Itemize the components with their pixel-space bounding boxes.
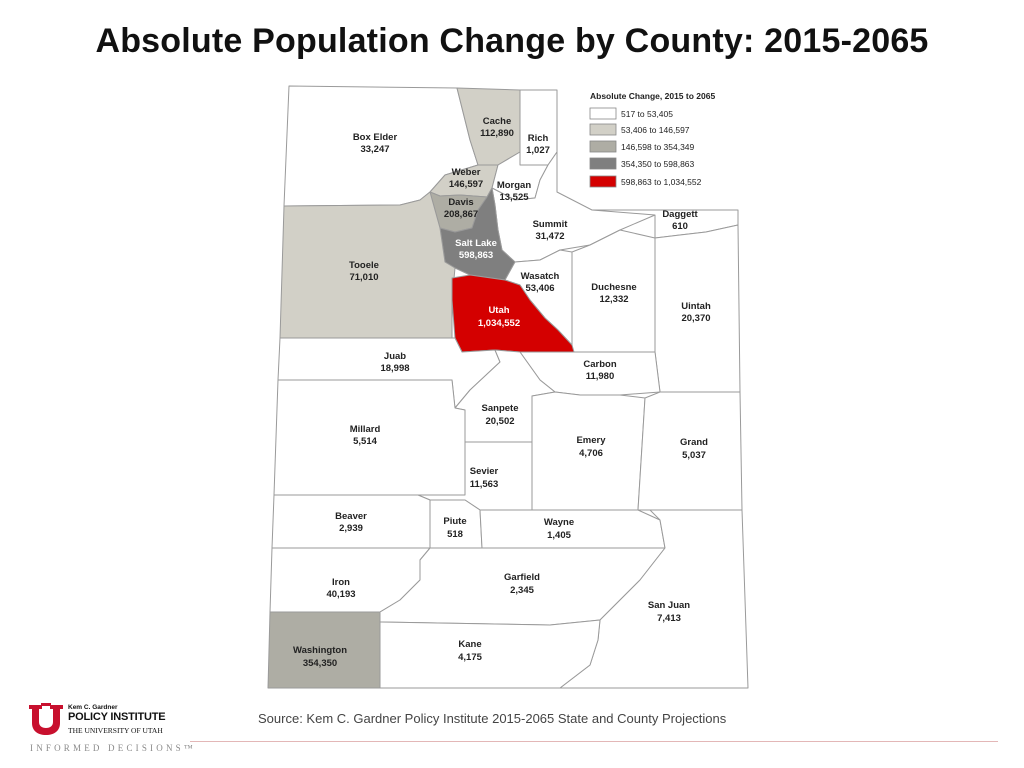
- footer-divider: [190, 741, 998, 742]
- logo-university-text: THE UNIVERSITY OF UTAH: [68, 726, 163, 735]
- label-washington-value: 354,350: [302, 658, 338, 669]
- label-garfield-name: Garfield: [504, 572, 540, 583]
- label-davis-name: Davis: [448, 197, 474, 208]
- label-duchesne-value: 12,332: [599, 294, 629, 305]
- label-juab-value: 18,998: [380, 363, 410, 374]
- label-piute-name: Piute: [443, 516, 467, 527]
- label-iron-name: Iron: [332, 577, 350, 588]
- source-note: Source: Kem C. Gardner Policy Institute 2015-2065 State and County Projections: [258, 711, 727, 726]
- label-grand-value: 5,037: [682, 450, 706, 461]
- label-rich-name: Rich: [527, 133, 549, 144]
- label-weber-value: 146,597: [448, 179, 484, 190]
- label-sevier-value: 11,563: [469, 479, 499, 490]
- label-carbon-value: 11,980: [585, 371, 615, 382]
- label-wayne-name: Wayne: [543, 517, 575, 528]
- legend-swatch-5: [590, 176, 616, 187]
- label-millard-name: Millard: [349, 424, 381, 435]
- legend-label-1: 517 to 53,405: [621, 109, 673, 119]
- label-salt-lake-value: 598,863: [458, 250, 494, 261]
- label-utah-value: 1,034,552: [477, 318, 521, 329]
- legend-label-3: 146,598 to 354,349: [621, 142, 695, 152]
- label-utah-name: Utah: [488, 305, 510, 316]
- label-box-elder-value: 33,247: [360, 144, 390, 155]
- legend-label-5: 598,863 to 1,034,552: [621, 177, 702, 187]
- label-piute-value: 518: [447, 529, 463, 540]
- map-legend: [590, 91, 715, 187]
- legend-title: Absolute Change, 2015 to 2065: [590, 91, 716, 101]
- label-garfield-value: 2,345: [510, 585, 534, 596]
- label-davis-value: 208,867: [443, 209, 479, 220]
- label-summit-name: Summit: [532, 219, 568, 230]
- label-salt-lake-name: Salt Lake: [455, 238, 497, 249]
- label-kane-name: Kane: [458, 639, 482, 650]
- label-grand-name: Grand: [680, 437, 708, 448]
- legend-swatch-4: [590, 158, 616, 169]
- label-tooele-value: 71,010: [349, 272, 379, 283]
- label-washington-name: Washington: [293, 645, 347, 656]
- legend-swatch-1: [590, 108, 616, 119]
- label-wasatch-name: Wasatch: [520, 271, 560, 282]
- label-cache-name: Cache: [482, 116, 512, 127]
- label-kane-value: 4,175: [458, 652, 482, 663]
- label-juab-name: Juab: [383, 351, 407, 362]
- label-weber-name: Weber: [451, 167, 481, 178]
- county-kane: [380, 620, 600, 688]
- label-wasatch-value: 53,406: [525, 283, 555, 294]
- label-duchesne-name: Duchesne: [591, 282, 637, 293]
- legend-label-4: 354,350 to 598,863: [621, 159, 695, 169]
- legend-label-2: 53,406 to 146,597: [621, 125, 690, 135]
- label-sanpete-name: Sanpete: [481, 403, 519, 414]
- label-iron-value: 40,193: [326, 589, 356, 600]
- label-cache-value: 112,890: [480, 128, 514, 139]
- label-san-juan-name: San Juan: [647, 600, 691, 611]
- label-san-juan-value: 7,413: [657, 613, 681, 624]
- logo-title-text: POLICY INSTITUTE: [68, 711, 166, 723]
- label-summit-value: 31,472: [535, 231, 565, 242]
- logo-small-text: Kem C. Gardner: [68, 704, 118, 711]
- label-sevier-name: Sevier: [469, 466, 499, 477]
- policy-institute-logo: [28, 703, 188, 739]
- label-carbon-name: Carbon: [583, 359, 617, 370]
- slide-title: Absolute Population Change by County: 2015-2065: [95, 22, 929, 60]
- label-box-elder-name: Box Elder: [352, 132, 398, 143]
- legend-swatch-2: [590, 124, 616, 135]
- label-emery-value: 4,706: [579, 448, 603, 459]
- label-daggett-name: Daggett: [662, 209, 698, 220]
- label-beaver-name: Beaver: [335, 511, 367, 522]
- label-millard-value: 5,514: [353, 436, 377, 447]
- tagline: INFORMED DECISIONS™: [30, 743, 196, 753]
- label-daggett-value: 610: [672, 221, 688, 232]
- label-morgan-name: Morgan: [496, 180, 532, 191]
- label-uintah-name: Uintah: [681, 301, 711, 312]
- label-morgan-value: 13,525: [499, 192, 529, 203]
- label-tooele-name: Tooele: [349, 260, 379, 271]
- label-uintah-value: 20,370: [681, 313, 711, 324]
- label-rich-value: 1,027: [526, 145, 550, 156]
- label-wayne-value: 1,405: [547, 530, 571, 541]
- label-beaver-value: 2,939: [339, 523, 363, 534]
- university-u-logo-icon: [28, 703, 64, 737]
- county-wayne: [480, 510, 665, 548]
- label-emery-name: Emery: [576, 435, 606, 446]
- legend-swatch-3: [590, 141, 616, 152]
- label-sanpete-value: 20,502: [485, 416, 515, 427]
